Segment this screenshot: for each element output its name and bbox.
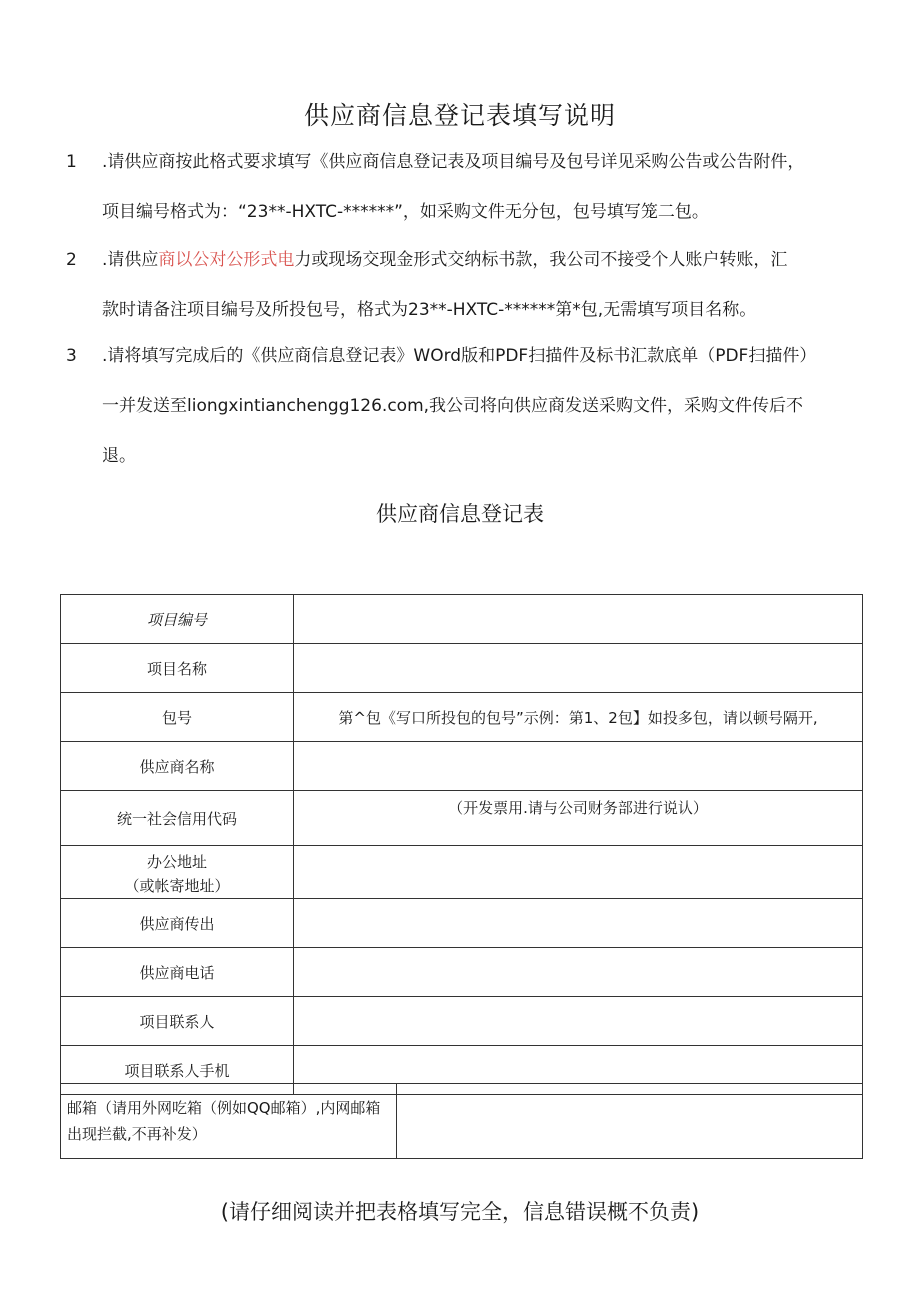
supplier-phone-field[interactable]: [294, 948, 863, 997]
table-row: [61, 846, 863, 899]
project-number-field[interactable]: [294, 595, 863, 644]
row-label: 包号: [61, 693, 294, 742]
table-row: [61, 595, 863, 644]
supplier-name-field[interactable]: [294, 742, 863, 791]
row-label: [61, 1084, 397, 1159]
table-row: [61, 644, 863, 693]
instruction-3: [66, 331, 866, 481]
office-address-field[interactable]: [294, 846, 863, 899]
instruction-text: 款时请备注项目编号及所投包号，格式为23**-HXTC-******第*包,无需填写项目名称。: [102, 300, 757, 320]
instruction-text: 力或现场交现金形式交纳标书款，我公司不接受个人账户转账，汇: [294, 250, 788, 270]
instruction-text: .请供应商按此格式要求填写《供应商信息登记表及项目编号及包号详见采购公告或公告附件，: [102, 152, 805, 172]
instruction-text: 项目编号格式为：“23**-HXTC-******”，如采购文件无分包，包号填写笼二包。: [102, 202, 709, 222]
table-row: [61, 899, 863, 948]
document-title: 供应商信息登记表填写说明: [303, 101, 616, 130]
email-field[interactable]: [397, 1084, 863, 1159]
address-label: 办公地址: [146, 853, 207, 871]
row-label: 供应商名称: [61, 742, 294, 791]
table-row: [61, 997, 863, 1046]
row-label: 统一社会信用代码: [61, 791, 294, 846]
instruction-text: 退。: [102, 446, 136, 466]
footer-note: (请仔细阅读并把表格填写完全，信息错误概不负责): [220, 1200, 700, 1224]
instruction-1: [66, 137, 866, 237]
email-table: [60, 1083, 863, 1159]
project-name-field[interactable]: [294, 644, 863, 693]
instruction-text: .请将填写完成后的《供应商信息登记表》WOrd版和PDF扫描件及标书汇款底单（PDF扫描件）: [102, 346, 817, 366]
instruction-text-highlight: 商以公对公形式电: [158, 250, 295, 270]
instruction-text: 一并发送至liongxintianchengg126.com,我公司将向供应商发送采购文件，采购文件传后不: [102, 396, 804, 416]
table-row: [61, 948, 863, 997]
email-label-sub: 出现拦截,不再补发）: [67, 1125, 207, 1143]
row-label: 项目联系人手机: [61, 1046, 294, 1095]
row-label: 项目联系人: [61, 997, 294, 1046]
table-row: [61, 742, 863, 791]
instruction-number: 2: [66, 250, 77, 270]
email-label: 邮箱（请用外网吃箱（例如QQ邮箱）,内网邮箱: [67, 1099, 381, 1117]
package-number-field[interactable]: 第^包《写口所投包的包号”示例：第1、2包】如投多包，请以顿号隔开,: [294, 693, 863, 742]
table-row: [61, 791, 863, 846]
instruction-text: .请供应: [102, 250, 159, 270]
contact-person-field[interactable]: [294, 997, 863, 1046]
instruction-number: 3: [66, 346, 77, 366]
address-label-sub: （或帐寄地址）: [124, 877, 230, 895]
row-label: 供应商传出: [61, 899, 294, 948]
registration-table: [60, 594, 863, 1095]
row-label: 项目编号: [61, 595, 294, 644]
instruction-2: [66, 235, 866, 335]
row-label: 项目名称: [61, 644, 294, 693]
form-title: 供应商信息登记表: [376, 502, 544, 526]
row-label: [61, 846, 294, 899]
supplier-fax-field[interactable]: [294, 899, 863, 948]
table-row: [61, 693, 863, 742]
instruction-number: 1: [66, 152, 77, 172]
row-label: 供应商电话: [61, 948, 294, 997]
table-row: [61, 1084, 863, 1159]
credit-code-field[interactable]: （开发票用.请与公司财务部进行说认）: [294, 791, 863, 846]
